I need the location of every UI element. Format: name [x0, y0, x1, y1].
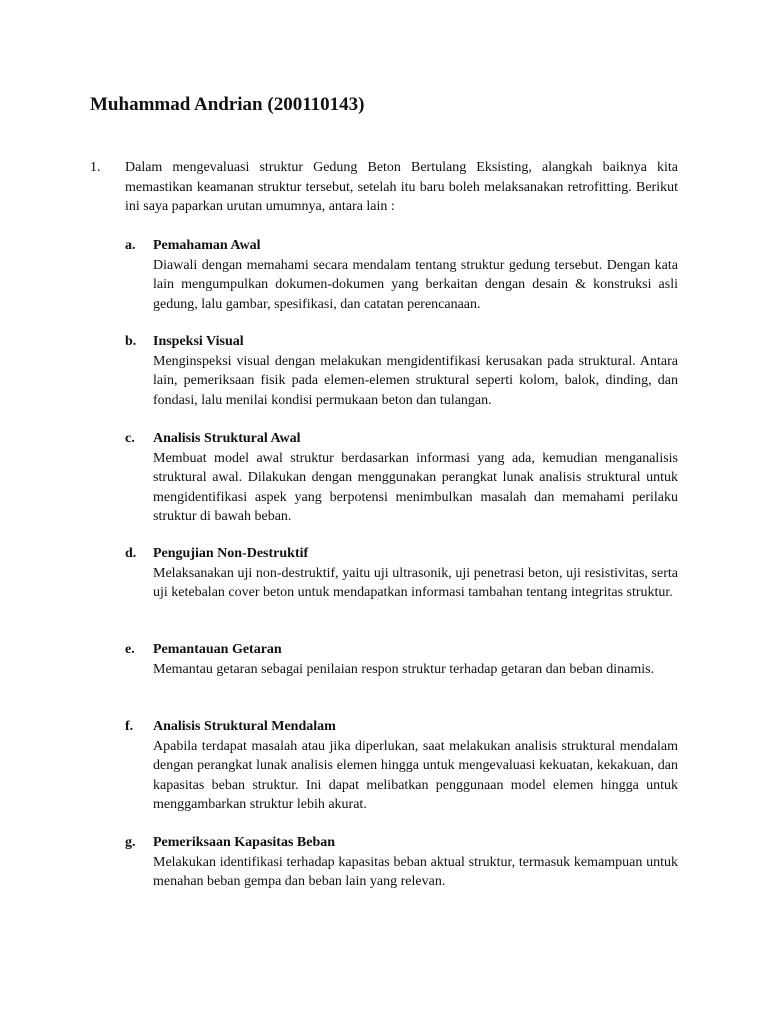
step-pemeriksaan-kapasitas-beban — [125, 833, 678, 892]
step-letter: c. — [125, 431, 135, 446]
step-analisis-struktural-awal — [125, 429, 678, 527]
step-title: Analisis Struktural Awal — [153, 431, 301, 446]
step-letter: a. — [125, 238, 136, 253]
step-body: Diawali dengan memahami secara mendalam tentang struktur gedung tersebut. Dengan kata lain mengumpulkan dokumen-dokumen yang berkaitan dengan desain & konstruksi asli gedung, lalu gambar, spesifikasi, dan catatan perencanaan. — [153, 257, 678, 312]
step-title: Analisis Struktural Mendalam — [153, 719, 336, 734]
step-body: Melakukan identifikasi terhadap kapasitas beban aktual struktur, termasuk kemampuan untuk menahan beban gempa dan beban lain yang relevan. — [153, 854, 678, 889]
step-letter: b. — [125, 334, 137, 349]
step-letter: g. — [125, 835, 136, 850]
step-title: Inspeksi Visual — [153, 334, 244, 349]
step-title: Pemahaman Awal — [153, 238, 261, 253]
step-title: Pemeriksaan Kapasitas Beban — [153, 835, 336, 850]
step-pengujian-non-destruktif — [125, 544, 678, 603]
step-letter: f. — [125, 719, 134, 734]
step-body: Memantau getaran sebagai penilaian respon struktur terhadap getaran dan beban dinamis. — [153, 661, 655, 677]
step-body: Membuat model awal struktur berdasarkan informasi yang ada, kemudian menganalisis struktural awal. Dilakukan dengan menggunakan perangkat lunak analisis struktural untuk mengidentifikasi aspek yang berpotensi menimbulkan masalah dan memahami perilaku struktur di bawah beban. — [153, 450, 678, 524]
author-heading: Muhammad Andrian (200110143) — [90, 94, 365, 115]
step-body: Melaksanakan uji non-destruktif, yaitu uji ultrasonik, uji penetrasi beton, uji resistivitas, serta uji ketebalan cover beton untuk mendapatkan informasi tambahan tentang integritas struktur. — [153, 565, 678, 600]
step-pemahaman-awal — [125, 236, 678, 314]
question-number: 1. — [90, 160, 101, 175]
step-body: Apabila terdapat masalah atau jika diperlukan, saat melakukan analisis struktural mendalam dengan perangkat lunak analisis elemen hingga untuk mengevaluasi kekuatan, kekakuan, dan kapasitas beban struktur. Ini dapat melibatkan penggunaan model elemen hingga untuk menggambarkan struktur lebih akurat. — [153, 738, 678, 812]
step-analisis-struktural-mendalam — [125, 717, 678, 815]
step-inspeksi-visual — [125, 332, 678, 410]
step-letter: e. — [125, 642, 135, 657]
step-letter: d. — [125, 546, 137, 561]
question-text: Dalam mengevaluasi struktur Gedung Beton Bertulang Eksisting, alangkah baiknya kita memastikan keamanan struktur tersebut, setelah itu baru boleh melaksanakan retrofitting. Berikut ini saya paparkan urutan umumnya, antara lain : — [125, 160, 678, 214]
step-body: Menginspeksi visual dengan melakukan mengidentifikasi kerusakan pada struktural. Antara lain, pemeriksaan fisik pada elemen-elemen struktural seperti kolom, balok, dinding, dan fondasi, lalu menilai kondisi permukaan beton dan tulangan. — [153, 353, 678, 408]
step-pemantauan-getaran — [125, 640, 678, 679]
step-title: Pengujian Non-Destruktif — [153, 546, 309, 561]
step-title: Pemantauan Getaran — [153, 642, 282, 657]
